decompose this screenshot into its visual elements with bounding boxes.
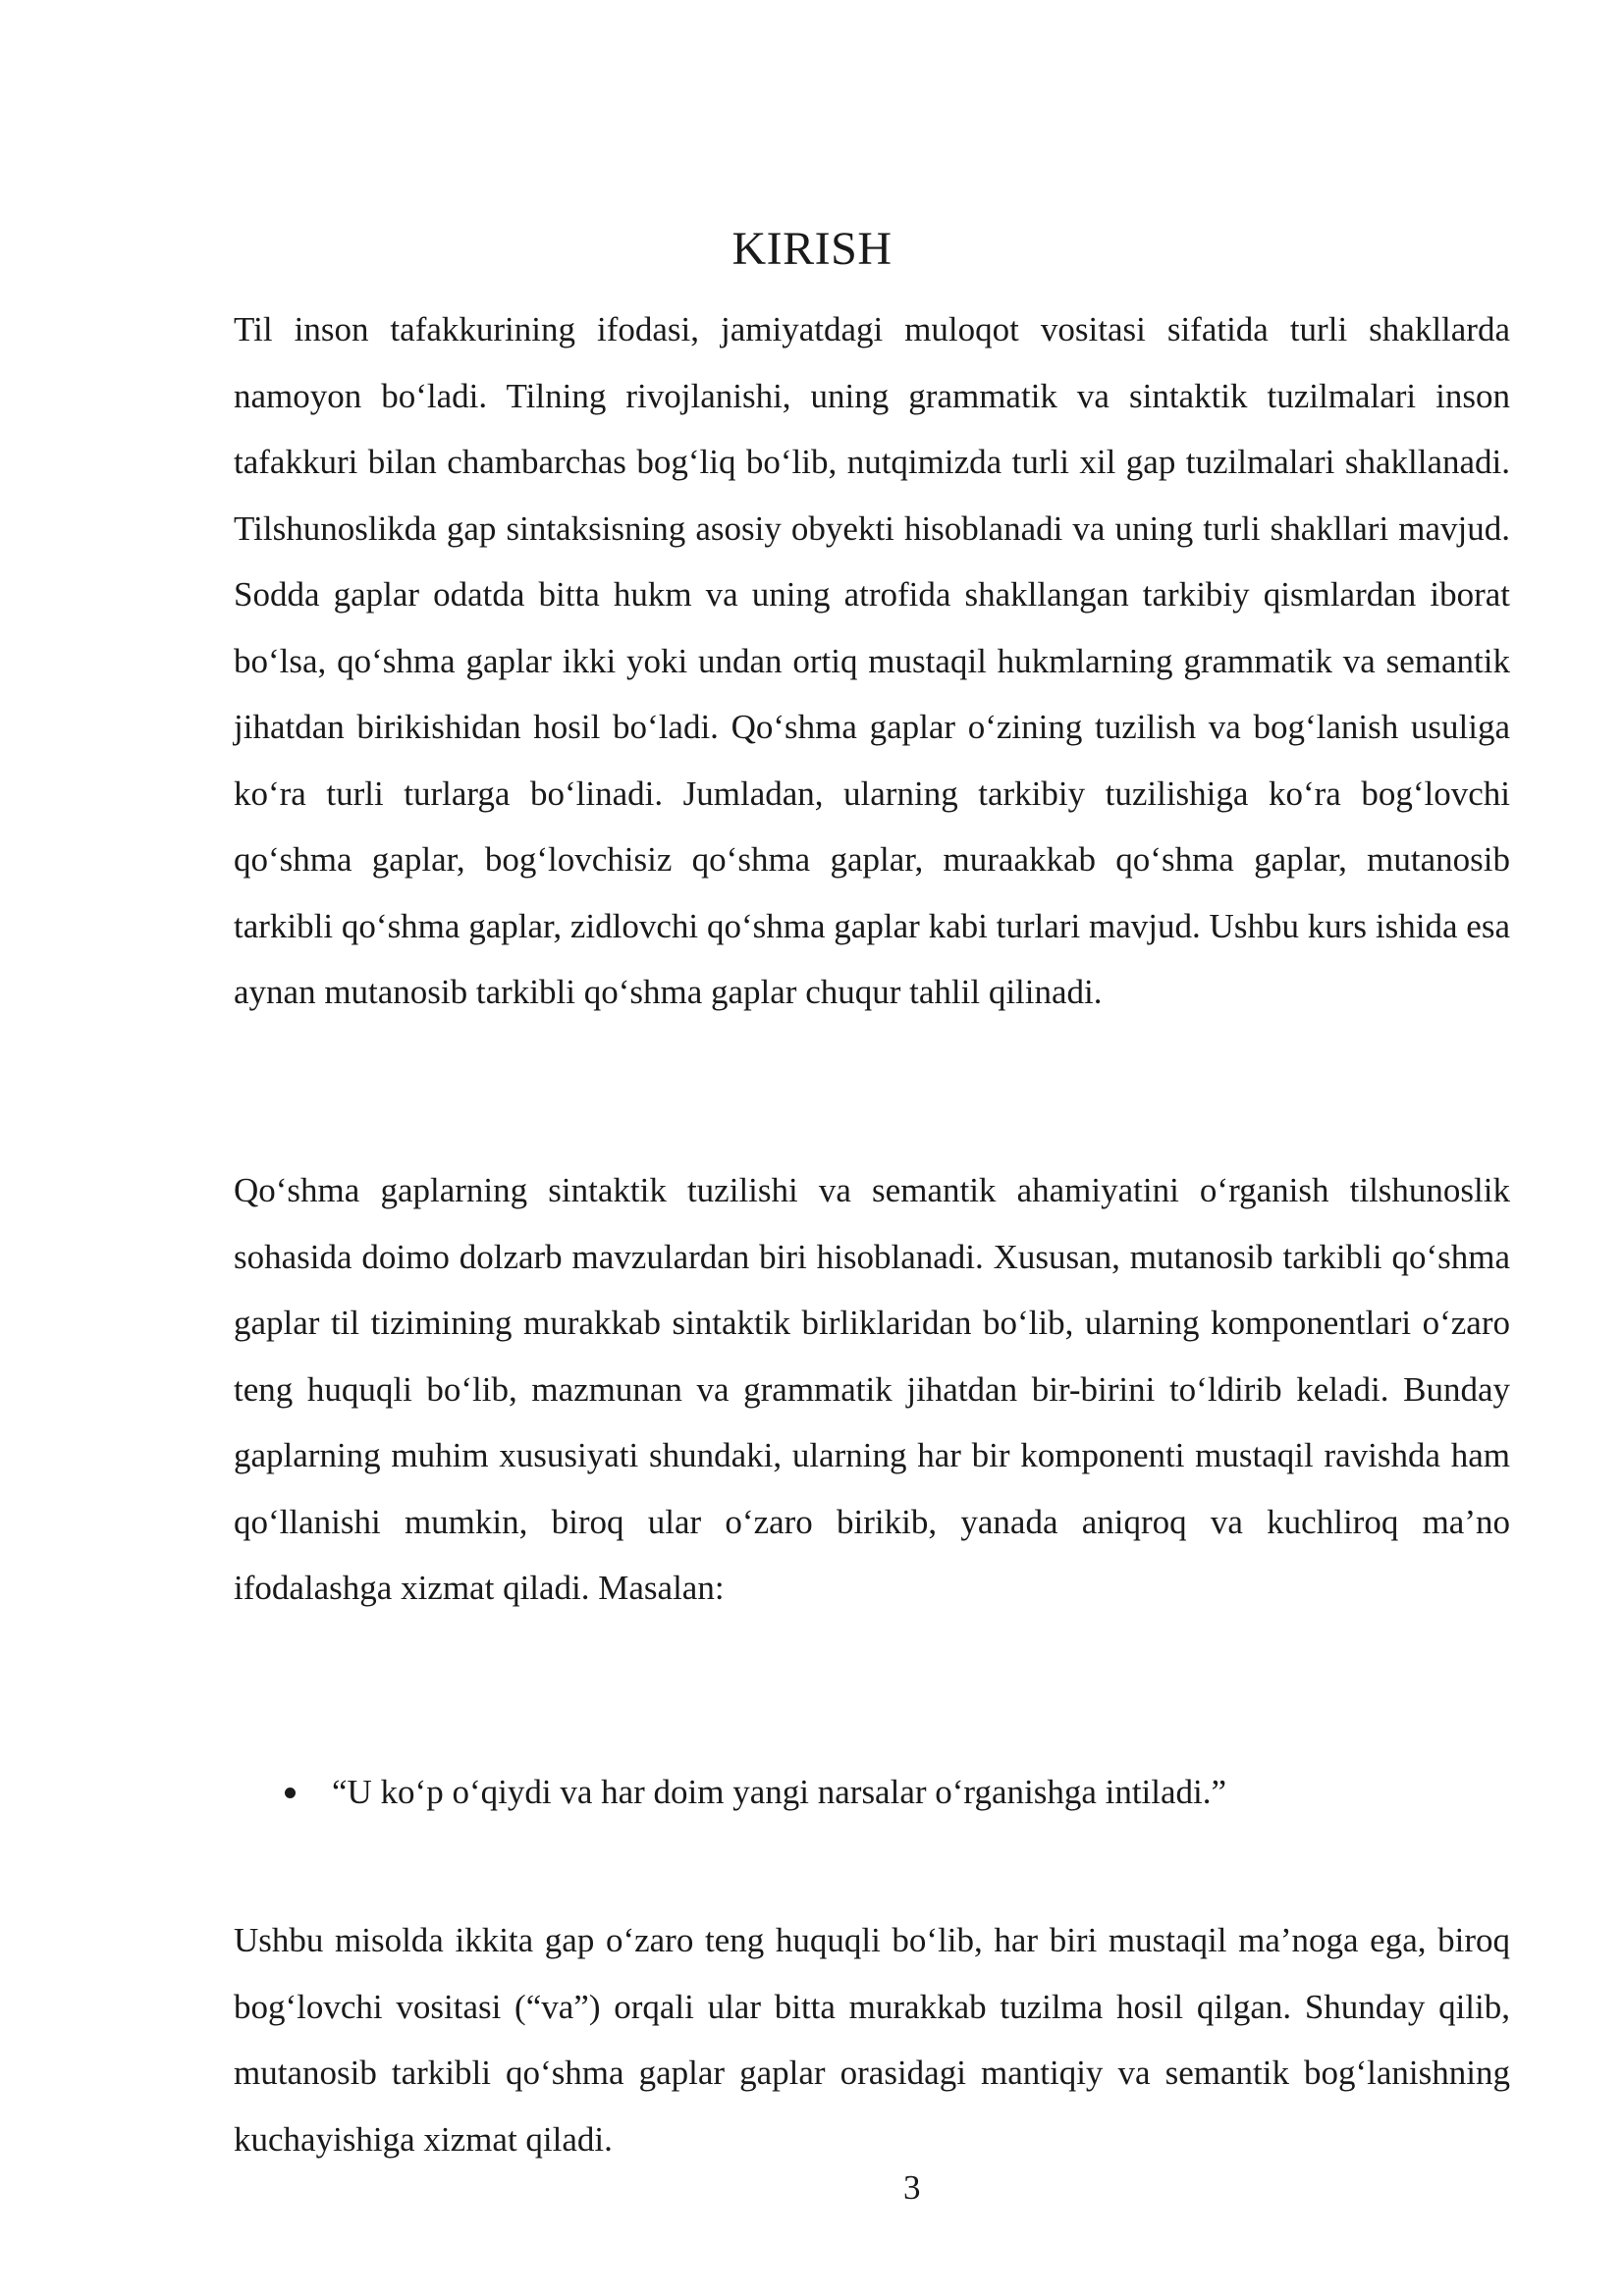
page-number: 3 [903, 2168, 921, 2207]
page-title: KIRISH [731, 223, 893, 275]
body-paragraph [234, 296, 1510, 1026]
list-item [285, 1759, 1463, 1826]
bullet-list [285, 1759, 1463, 1826]
paragraph-text: Qo‘shma gaplarning sintaktik tuzilishi va semantik ahamiyatini o‘rganish tilshunoslik sohasida doimo dolzarb mavzulardan biri hisoblanadi. Xususan, mutanosib tarkibli qo‘shma gaplar til tizimining murakkab sintaktik birliklaridan bo‘lib, ularning komponentlari o‘zaro teng huquqli bo‘lib, mazmunan va grammatik jihatdan bir-birini to‘ldirib keladi. Bunday gaplarning muhim xususiyati shundaki, ularning har bir komponenti mustaqil ravishda ham qo‘llanishi mumkin, biroq ular o‘zaro birikib, yanada aniqroq va kuchliroq ma’no ifodalashga xizmat qiladi. Masalan: [234, 1171, 1510, 1607]
body-paragraph [234, 1157, 1510, 1622]
paragraph-text: Ushbu misolda ikkita gap o‘zaro teng huquqli bo‘lib, har biri mustaqil ma’noga ega, biroq bog‘lovchi vositasi (“va”) orqali ular bitta murakkab tuzilma hosil qilgan. Shunday qilib, mutanosib tarkibli qo‘shma gaplar gaplar orasidagi mantiqiy va semantik bog‘lanishning kuchayishiga xizmat qiladi. [234, 1921, 1510, 2159]
list-item-text: “U ko‘p o‘qiydi va har doim yangi narsalar o‘rganishga intiladi.” [332, 1773, 1227, 1811]
paragraph-text: Til inson tafakkurining ifodasi, jamiyatdagi muloqot vositasi sifatida turli shakllarda namoyon bo‘ladi. Tilning rivojlanishi, uning grammatik va sintaktik tuzilmalari inson tafakkuri bilan chambarchas bog‘liq bo‘lib, nutqimizda turli xil gap tuzilmalari shakllanadi. Tilshunoslikda gap sintaksisning asosiy obyekti hisoblanadi va uning turli shakllari mavjud. Sodda gaplar odatda bitta hukm va uning atrofida shakllangan tarkibiy qismlardan iborat bo‘lsa, qo‘shma gaplar ikki yoki undan ortiq mustaqil hukmlarning grammatik va semantik jihatdan birikishidan hosil bo‘ladi. Qo‘shma gaplar o‘zining tuzilish va bog‘lanish usuliga ko‘ra turli turlarga bo‘linadi. Jumladan, ularning tarkibiy tuzilishiga ko‘ra bog‘lovchi qo‘shma gaplar, bog‘lovchisiz qo‘shma gaplar, muraakkab qo‘shma gaplar, mutanosib tarkibli qo‘shma gaplar, zidlovchi qo‘shma gaplar kabi turlari mavjud. Ushbu kurs ishida esa aynan mutanosib tarkibli qo‘shma gaplar chuqur tahlil qilinadi. [234, 310, 1510, 1011]
body-paragraph [234, 1907, 1510, 2172]
bullet-icon [285, 1788, 296, 1798]
